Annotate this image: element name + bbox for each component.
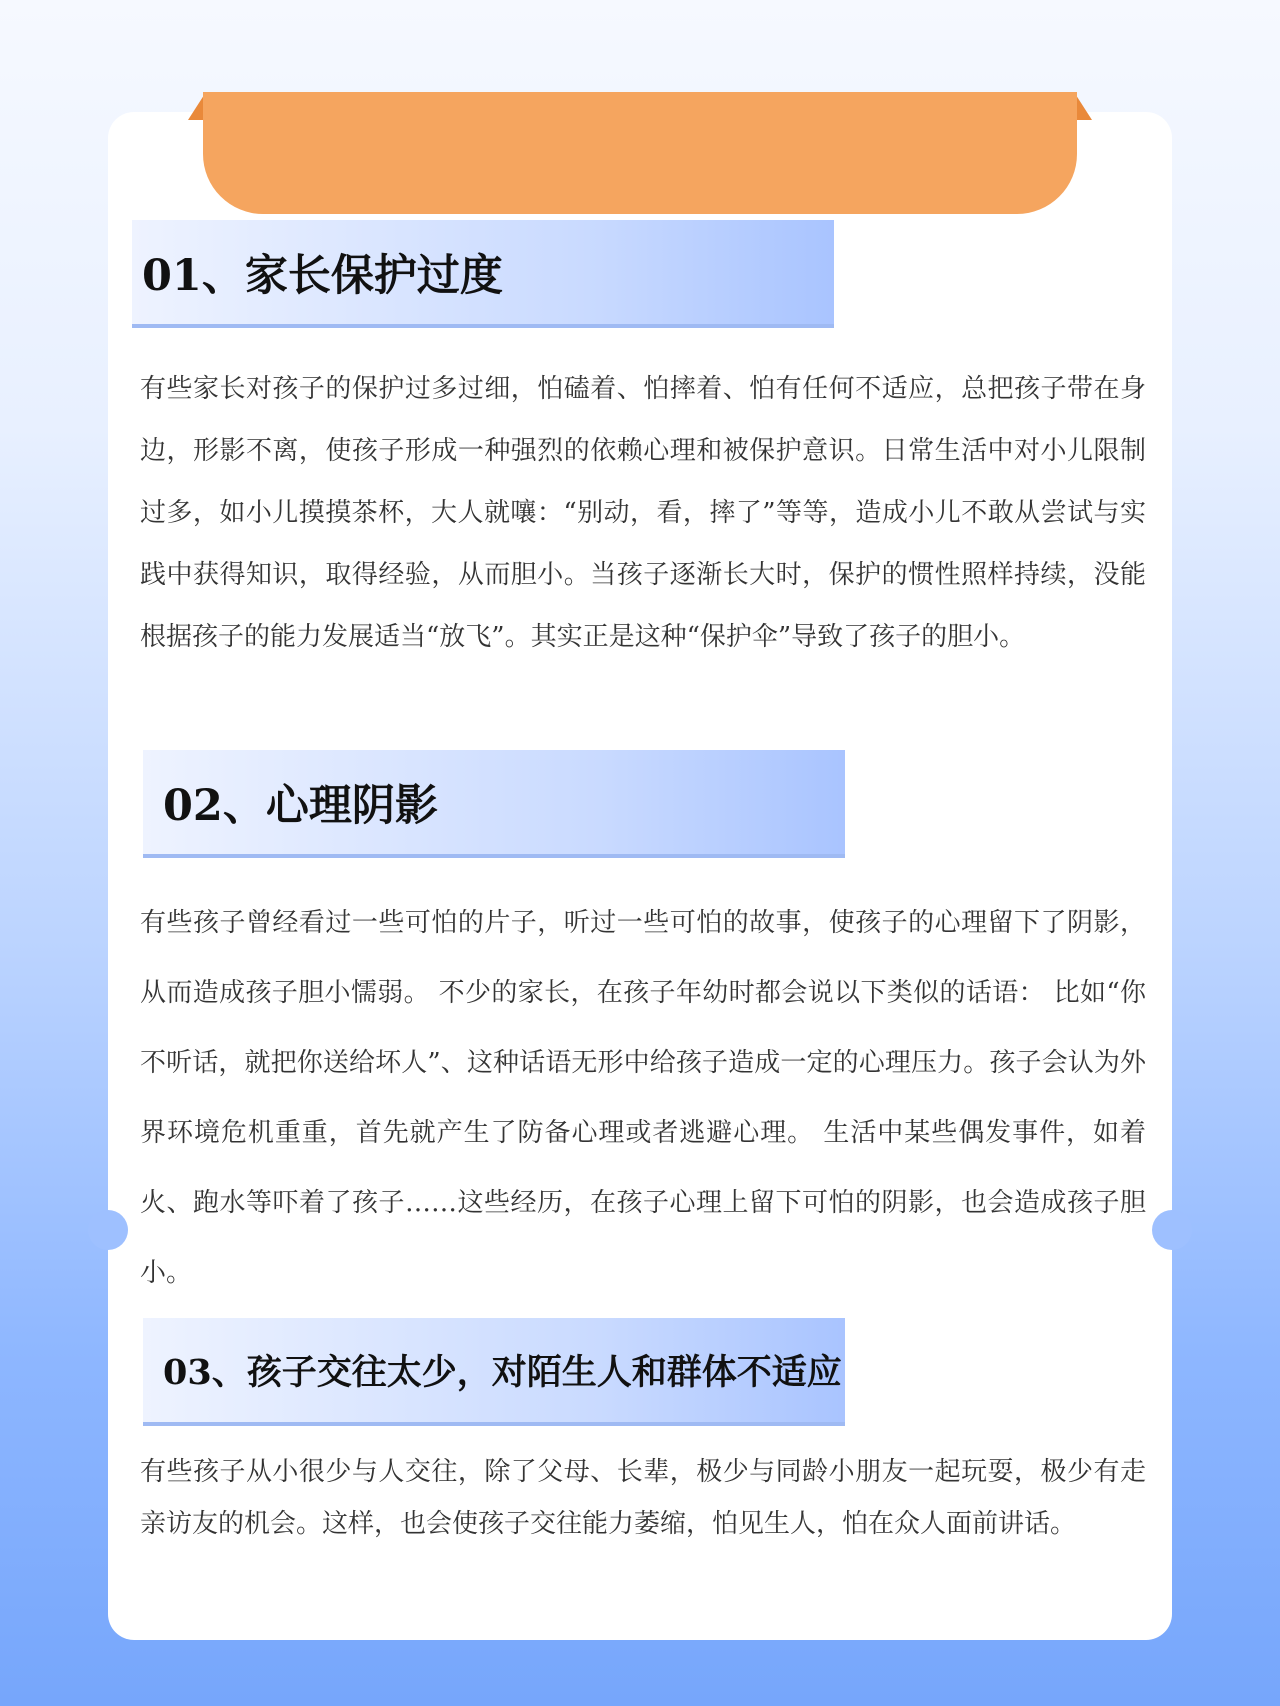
section-2-body: 有些孩子曾经看过一些可怕的片子，听过一些可怕的故事，使孩子的心理留下了阴影，从而造成孩子胆小懦弱。 不少的家长，在孩子年幼时都会说以下类似的话语： 比如“你不听话，就把你送给坏人”、这种话语无形中给孩子造成一定的心理压力。孩子会认为外界环境危机重重，首先就产生了防备心理或者逃避心理。 生活中某些偶发事件，如着火、跑水等吓着了孩子……这些经历，在孩子心理上留下可怕的阴影，也会造成孩子胆小。 bbox=[140, 908, 1146, 1288]
section-1-body: 有些家长对孩子的保护过多过细，怕磕着、怕摔着、怕有任何不适应，总把孩子带在身边，形影不离，使孩子形成一种强烈的依赖心理和被保护意识。日常生活中对小儿限制过多，如小儿摸摸茶杯，大人就嚷：“别动，看，摔了”等等，造成小儿不敢从尝试与实践中获得知识，取得经验，从而胆小。当孩子逐渐长大时，保护的惯性照样持续，没能根据孩子的能力发展适当“放飞”。其实正是这种“保护伞”导致了孩子的胆小。 bbox=[140, 374, 1146, 652]
section-3-title: 03、孩子交往太少，对陌生人和群体不适应 bbox=[163, 1352, 842, 1393]
card-notch-right bbox=[1152, 1210, 1192, 1250]
section-1-title-band bbox=[132, 220, 834, 328]
section-3-title-band bbox=[143, 1318, 845, 1426]
section-2-title: 02、心理阴影 bbox=[163, 780, 438, 831]
section-2-title-band bbox=[143, 750, 845, 858]
header-ribbon bbox=[203, 92, 1077, 214]
section-1-title: 01、家长保护过度 bbox=[142, 250, 503, 301]
section-3-body: 有些孩子从小很少与人交往，除了父母、长辈，极少与同龄小朋友一起玩耍，极少有走亲访友的机会。这样，也会使孩子交往能力萎缩，怕见生人，怕在众人面前讲话。 bbox=[140, 1457, 1146, 1539]
card-notch-left bbox=[88, 1210, 128, 1250]
